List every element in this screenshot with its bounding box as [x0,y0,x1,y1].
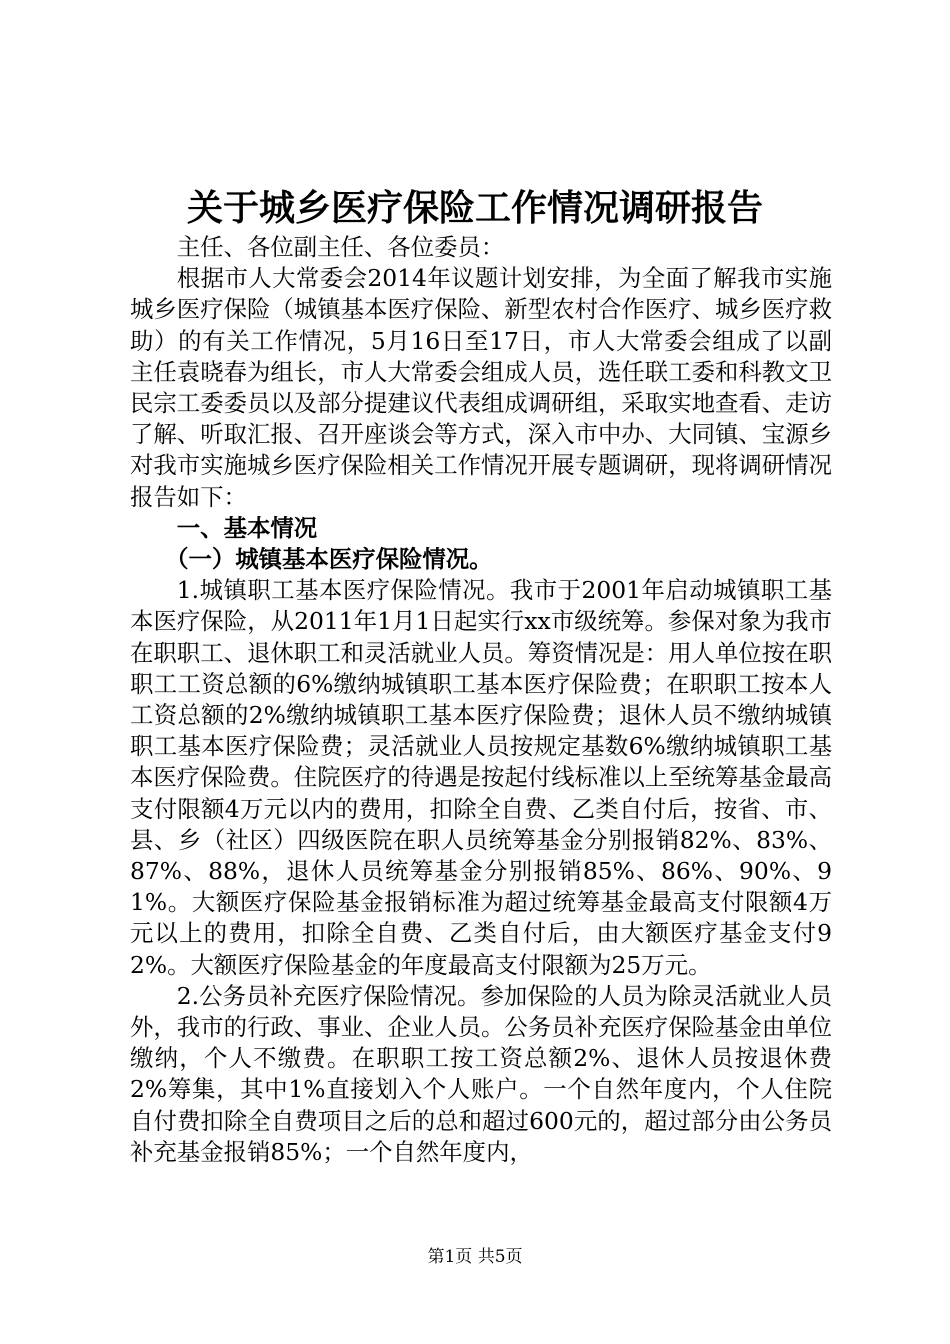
section-heading: 一、基本情况 [176,513,318,542]
paragraph-item-2: 2.公务员补充医疗保险情况。参加保险的人员为除灵活就业人员外，我市的行政、事业、企业人员。公务员补充医疗保险基金由单位缴纳，个人不缴费。在职职工按工资总额2%、退休人员按退休费2%筹集，其中1%直接划入个人账户。一个自然年度内，个人住院自付费扣除全自费项目之后的总和超过600元的，超过部分由公务员补充基金报销85%；一个自然年度内， [130,981,832,1166]
paragraph-item-1: 1.城镇职工基本医疗保险情况。我市于2001年启动城镇职工基本医疗保险，从2011年1月1日起实行xx市级统筹。参保对象为我市在职职工、退休职工和灵活就业人员。筹资情况是：用人单位按在职职工工资总额的6%缴纳城镇职工基本医疗保险费；在职职工按本人工资总额的2%缴纳城镇职工基本医疗保险费；退休人员不缴纳城镇职工基本医疗保险费；灵活就业人员按规定基数6%缴纳城镇职工基本医疗保险费。住院医疗的待遇是按起付线标准以上至统筹基金最高支付限额4万元以内的费用，扣除全自费、乙类自付后，按省、市、县、乡（社区）四级医院在职人员统筹基金分别报销82%、83%、87%、88%，退休人员统筹基金分别报销85%、86%、90%、91%。大额医疗保险基金报销标准为超过统筹基金最高支付限额4万元以上的费用，扣除全自费、乙类自付后，由大额医疗基金支付92%。大额医疗保险基金的年度最高支付限额为25万元。 [130,576,832,979]
document-body [130,232,832,1168]
page-footer: 第1页 共5页 [427,1247,523,1267]
document-title: 关于城乡医疗保险工作情况调研报告 [186,187,763,229]
subsection-heading: （一）城镇基本医疗保险情况。 [165,545,493,574]
intro-paragraph: 根据市人大常委会2014年议题计划安排，为全面了解我市实施城乡医疗保险（城镇基本医疗保险、新型农村合作医疗、城乡医疗救助）的有关工作情况，5月16日至17日，市人大常委会组成了以副主任袁晓春为组长，市人大常委会组成人员，选任联工委和科教文卫民宗工委委员以及部分提建议代表组成调研组，采取实地查看、走访了解、听取汇报、召开座谈会等方式，深入市中办、大同镇、宝源乡对我市实施城乡医疗保险相关工作情况开展专题调研，现将调研情况报告如下： [130,264,832,511]
salutation: 主任、各位副主任、各位委员： [176,233,505,261]
